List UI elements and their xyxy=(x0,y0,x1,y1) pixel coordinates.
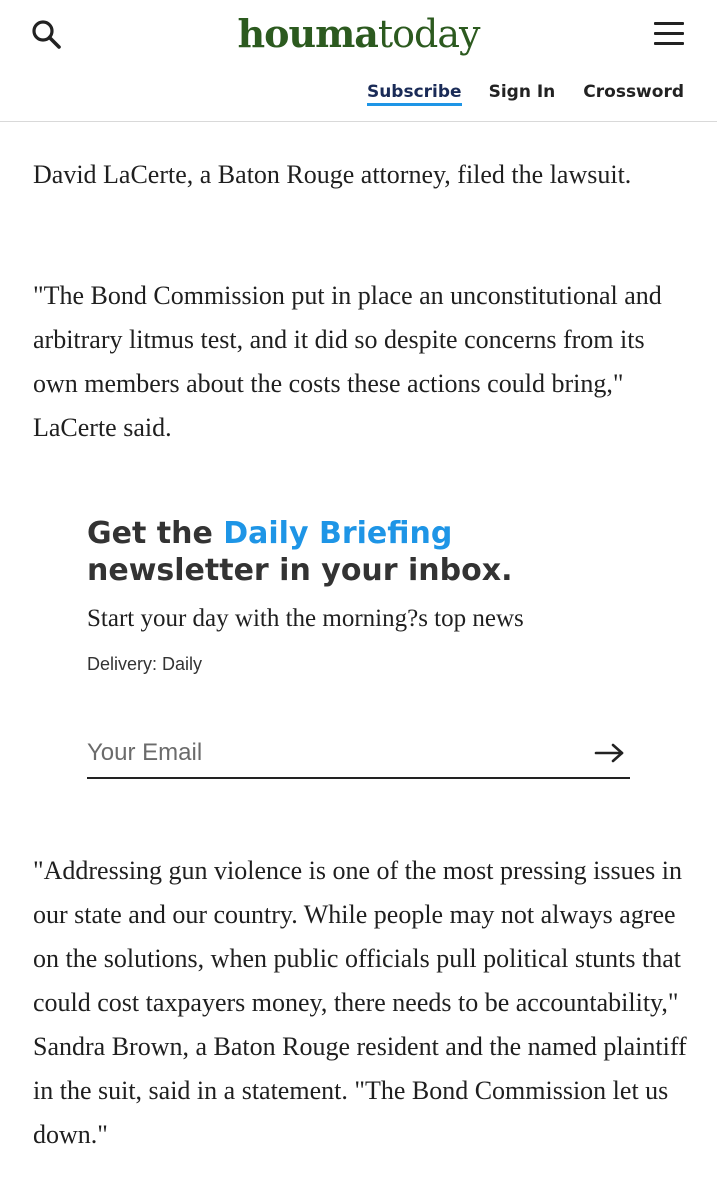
newsletter-subtitle: Start your day with the morning?s top news xyxy=(87,605,524,632)
newsletter-heading-pre: Get the xyxy=(87,516,224,551)
header-nav xyxy=(367,82,684,106)
hamburger-menu-icon-bar xyxy=(654,42,684,45)
logo-text-bold: houma xyxy=(237,11,378,56)
arrow-right-icon xyxy=(594,741,626,765)
submit-button[interactable] xyxy=(594,741,626,765)
newsletter-heading-post: newsletter in your inbox. xyxy=(87,553,513,588)
hamburger-menu-icon-bar xyxy=(654,32,684,35)
sign-in-link[interactable]: Sign In xyxy=(488,82,556,102)
email-input[interactable] xyxy=(87,733,567,773)
newsletter-heading xyxy=(87,515,632,589)
article-paragraph: "Addressing gun violence is one of the most pressing issues in our state and our country. While people may not always agree on the solutions, when public officials pull political stunts that could cost taxpayers money, there needs to be accountability," Sandra Brown, a Baton Rouge resident and the named plaintiff in the suit, said in a statement. "The Bond Commission let us down." xyxy=(33,856,687,1149)
newsletter-name: Daily Briefing xyxy=(223,516,453,551)
email-form xyxy=(87,733,630,779)
newsletter-delivery: Delivery: Daily xyxy=(87,654,203,674)
site-logo[interactable] xyxy=(0,10,717,58)
article-paragraph: David LaCerte, a Baton Rouge attorney, filed the lawsuit. xyxy=(33,160,632,189)
site-header xyxy=(0,0,717,122)
newsletter-signup xyxy=(87,515,632,675)
hamburger-menu-icon xyxy=(654,22,684,25)
menu-button[interactable] xyxy=(652,20,688,48)
article-paragraph: "The Bond Commission put in place an unconstitutional and arbitrary litmus test, and it did so despite concerns from its own members about the costs these actions could bring," LaCerte said. xyxy=(33,281,662,442)
crossword-link[interactable]: Crossword xyxy=(583,82,684,102)
logo-text-light: today xyxy=(377,12,480,56)
subscribe-link[interactable]: Subscribe xyxy=(367,82,462,106)
